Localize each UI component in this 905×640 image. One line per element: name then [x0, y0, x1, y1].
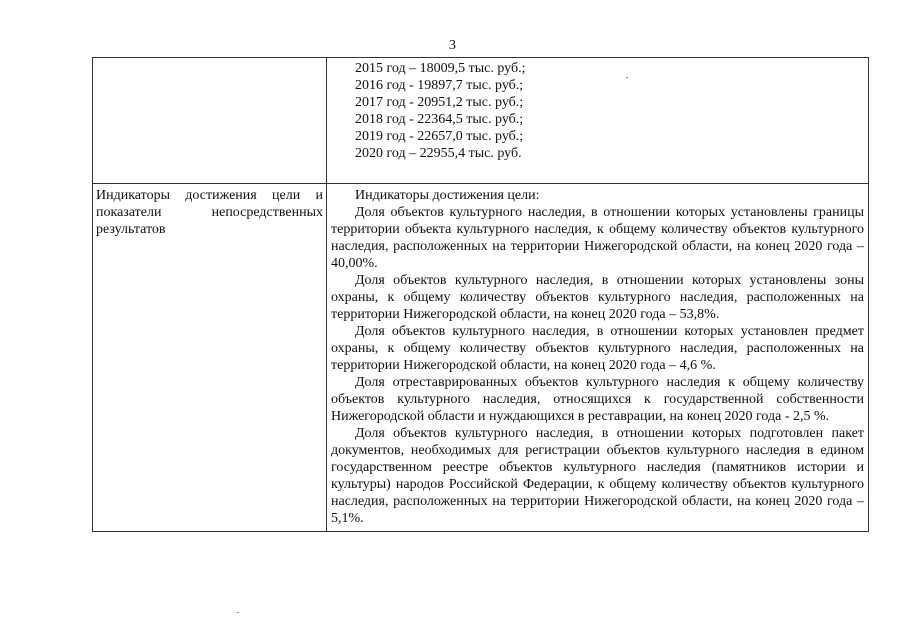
indicator-paragraph-protection-zones: Доля объектов культурного наследия, в отношении которых установлены зоны охраны, к общему количеству объектов культурного наследия, расположенных на территории Нижегородской области, на конец 2020 года – 53,8%. — [331, 273, 864, 322]
financing-year-2016: 2016 год - 19897,7 тыс. руб.; — [355, 78, 524, 93]
financing-year-2018: 2018 год - 22364,5 тыс. руб.; — [355, 112, 524, 127]
financing-year-2019: 2019 год - 22657,0 тыс. руб.; — [355, 129, 524, 144]
financing-label-cell — [93, 58, 327, 184]
scan-speck — [237, 612, 239, 613]
indicators-row — [93, 184, 869, 532]
indicator-paragraph-registry-documents: Доля объектов культурного наследия, в отношении которых подготовлен пакет документов, необходимых для регистрации объектов культурного наследия в едином государственном реестре объектов культурного наследия (памятников истории и культуры) народов Российской Федерации, к общему количеству объектов культурного наследия, расположенных на территории Нижегородской области, на конец 2020 года – 5,1%. — [331, 426, 864, 526]
indicator-paragraph-restored-objects: Доля отреставрированных объектов культурного наследия к общему количеству объектов культурного наследия, относящихся к государственной собственности Нижегородской области и нуждающихся в реставрации, на конец 2020 года - 2,5 %. — [331, 375, 864, 424]
passport-table — [92, 57, 869, 532]
indicators-content-cell — [327, 184, 869, 532]
financing-year-2015: 2015 год – 18009,5 тыс. руб.; — [355, 61, 526, 76]
scan-speck — [626, 77, 628, 78]
financing-values-cell — [327, 58, 869, 184]
indicators-heading: Индикаторы достижения цели: — [355, 188, 540, 203]
financing-year-2017: 2017 год - 20951,2 тыс. руб.; — [355, 95, 524, 110]
financing-row — [93, 58, 869, 184]
indicators-label-cell — [93, 184, 327, 532]
indicators-label: Индикаторы достижения цели и показатели непосредственных результатов — [96, 188, 323, 237]
financing-year-2020: 2020 год – 22955,4 тыс. руб. — [355, 146, 522, 161]
page-number: 3 — [449, 38, 456, 53]
indicator-paragraph-protection-subject: Доля объектов культурного наследия, в отношении которых установлен предмет охраны, к общему количеству объектов культурного наследия, расположенных на территории Нижегородской области, на конец 2020 года – 4,6 %. — [331, 324, 864, 373]
indicator-paragraph-boundaries: Доля объектов культурного наследия, в отношении которых установлены границы территории объекта культурного наследия, к общему количеству объектов культурного наследия, расположенных на территории Нижегородской области, на конец 2020 года – 40,00%. — [331, 205, 864, 271]
